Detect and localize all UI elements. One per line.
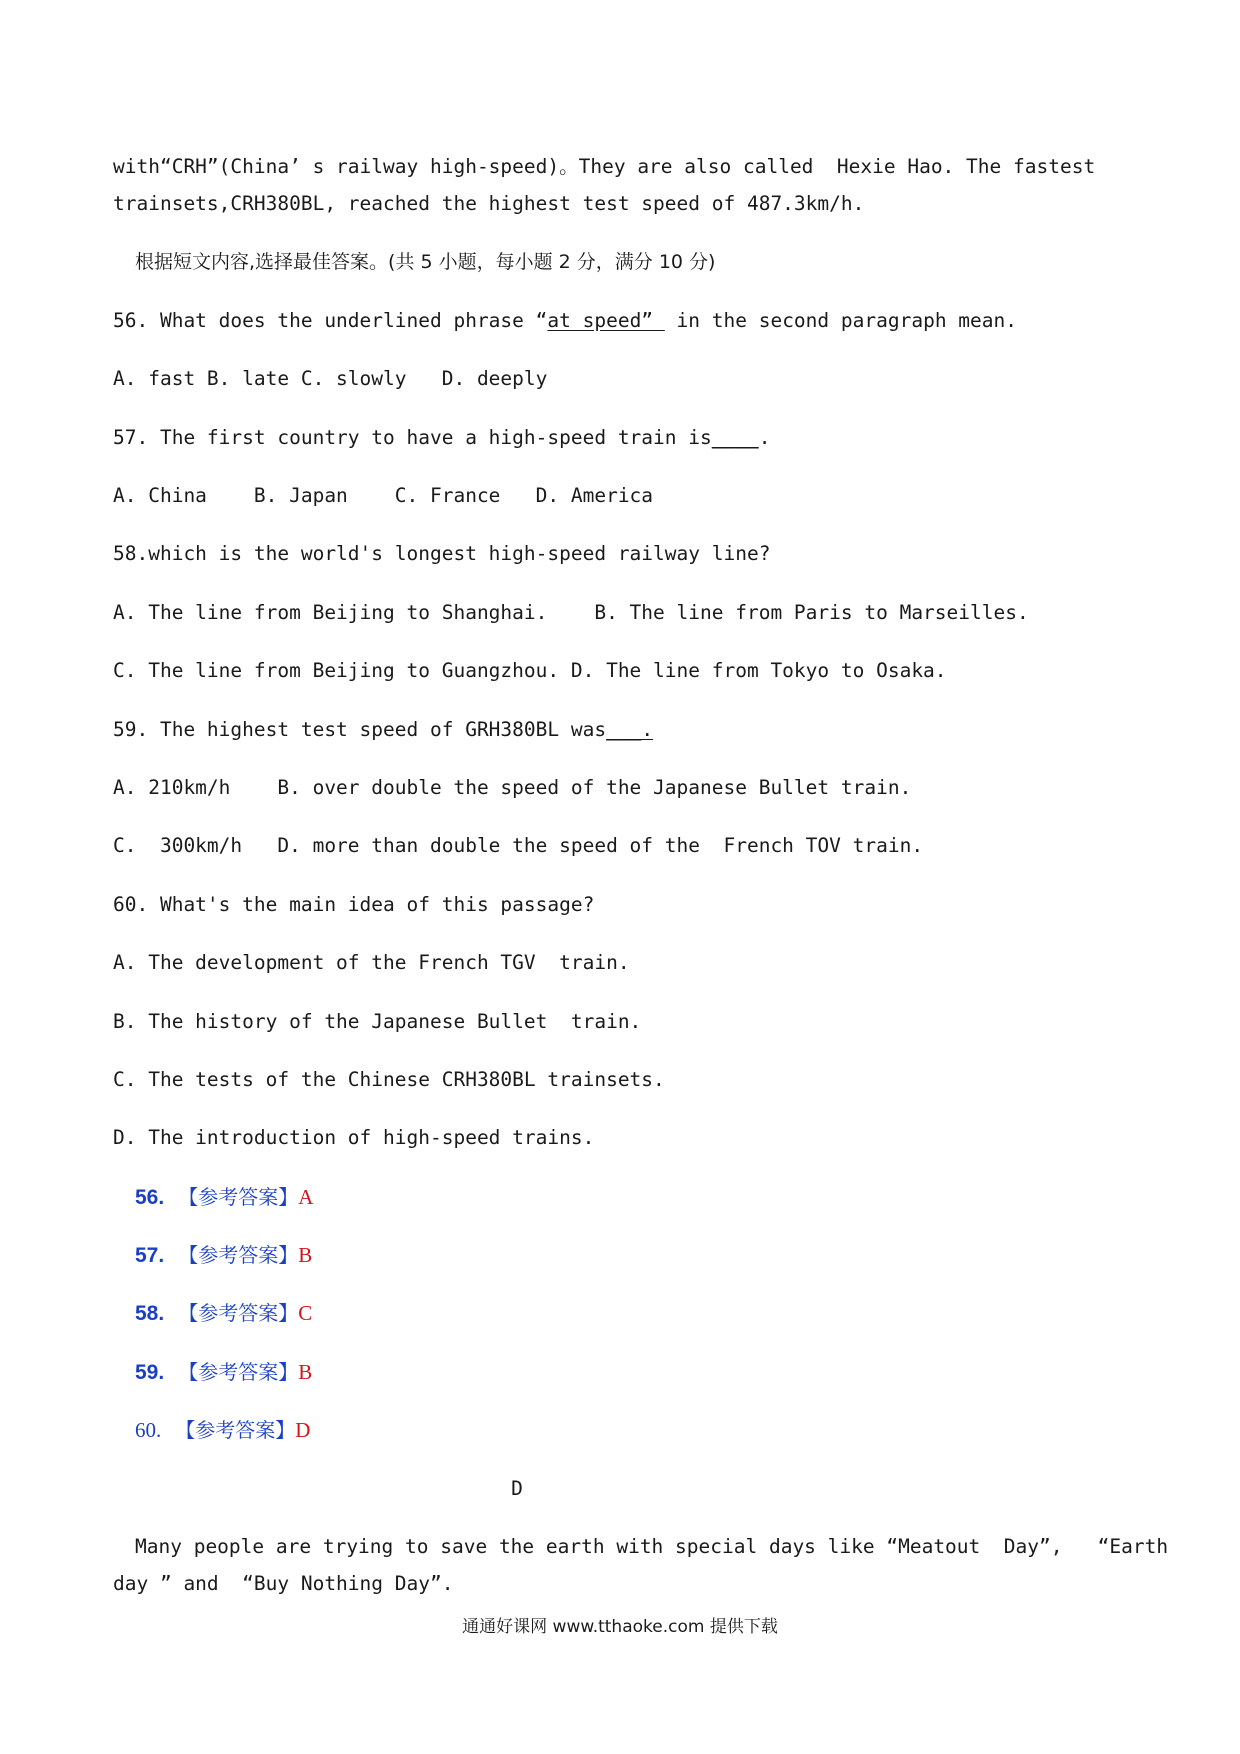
- instruction-text: 根据短文内容,选择最佳答案。(共 5 小题，每小题 2 分，满分 10 分): [135, 251, 716, 273]
- question-stem: 57. The first country to have a high-speed train is____.: [113, 426, 771, 449]
- page-footer: 通通好课网 www.tthaoke.com 提供下载: [462, 1617, 778, 1637]
- passage-line: trainsets,CRH380BL, reached the highest test speed of 487.3km/h.: [113, 192, 865, 215]
- question-options: C. The line from Beijing to Guangzhou. D. The line from Tokyo to Osaka.: [113, 659, 947, 682]
- question-options: C. 300km/h D. more than double the speed of the French TOV train.: [113, 834, 924, 857]
- answer-key: 58. 【参考答案】C: [135, 1301, 313, 1325]
- passage-line: Many people are trying to save the earth with special days like “Meatout Day”, “Earth: [135, 1535, 1169, 1558]
- question-stem: 59. The highest test speed of GRH380BL was___.: [113, 718, 654, 741]
- question-options: C. The tests of the Chinese CRH380BL trainsets.: [113, 1068, 665, 1091]
- question-options: A. The development of the French TGV train.: [113, 951, 630, 974]
- answer-key: 56. 【参考答案】A: [135, 1185, 314, 1209]
- answer-key: 57. 【参考答案】B: [135, 1243, 313, 1267]
- question-options: D. The introduction of high-speed trains.: [113, 1126, 595, 1149]
- answer-key: 59. 【参考答案】B: [135, 1360, 313, 1384]
- section-heading: D: [511, 1477, 523, 1500]
- question-stem: 58.which is the world's longest high-speed railway line?: [113, 542, 771, 565]
- question-options: A. fast B. late C. slowly D. deeply: [113, 367, 548, 390]
- question-options: B. The history of the Japanese Bullet train.: [113, 1010, 642, 1033]
- passage-line: with“CRH”(China’ s railway high-speed)。They are also called Hexie Hao. The fastest: [113, 155, 1096, 178]
- passage-line: day ” and “Buy Nothing Day”.: [113, 1572, 454, 1595]
- question-options: A. The line from Beijing to Shanghai. B. The line from Paris to Marseilles.: [113, 601, 1029, 624]
- question-stem: 56. What does the underlined phrase “at speed” in the second paragraph mean.: [113, 309, 1017, 332]
- answer-key: 60. 【参考答案】D: [135, 1418, 311, 1442]
- question-options: A. 210km/h B. over double the speed of the Japanese Bullet train.: [113, 776, 912, 799]
- question-stem: 60. What's the main idea of this passage?: [113, 893, 595, 916]
- question-options: A. China B. Japan C. France D. America: [113, 484, 654, 507]
